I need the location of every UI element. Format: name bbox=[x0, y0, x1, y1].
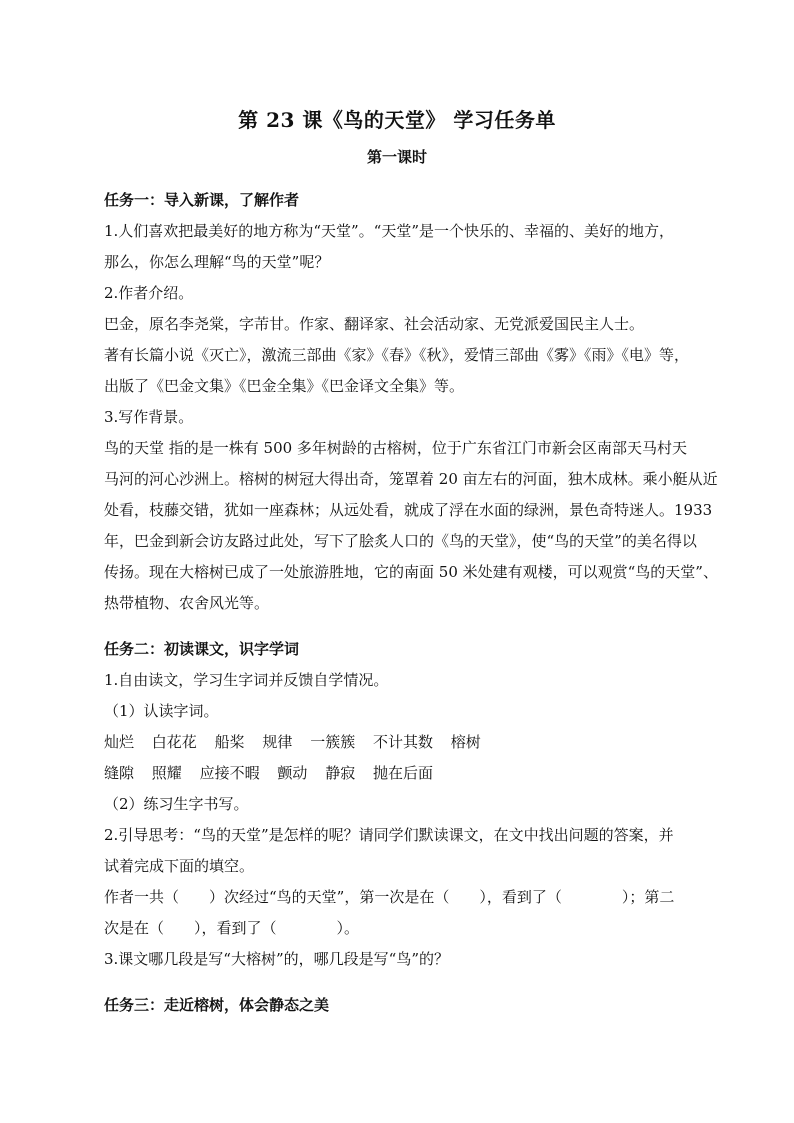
task1-works-line2: 出版了《巴金文集》《巴金全集》《巴金译文全集》等。 bbox=[104, 377, 465, 395]
task2-q2-line1: 2.引导思考：“鸟的天堂”是怎样的呢？请同学们默读课文，在文中找出问题的答案，并 bbox=[104, 826, 674, 844]
word-item: 应接不暇 bbox=[199, 764, 260, 782]
task2-heading: 任务二：初读课文，识字学词 bbox=[104, 640, 300, 658]
task1-bg-line4: 年，巴金到新会访友路过此处，写下了脍炙人口的《鸟的天堂》，使“鸟的天堂”的美名得以 bbox=[104, 532, 697, 550]
words-row-1 bbox=[104, 727, 736, 758]
words-row-2 bbox=[104, 758, 736, 789]
task1-heading: 任务一：导入新课，了解作者 bbox=[104, 191, 300, 209]
task1-author-line: 巴金，原名李尧棠，字芾甘。作家、翻译家、社会活动家、无党派爱国民主人士。 bbox=[104, 315, 645, 333]
page-title: 第 23 课《鸟的天堂》 学习任务单 bbox=[238, 108, 556, 132]
task1-q3: 3.写作背景。 bbox=[104, 408, 194, 426]
task1-q1-line2: 那么，你怎么理解“鸟的天堂”呢？ bbox=[104, 253, 330, 271]
word-item: 照耀 bbox=[151, 764, 182, 782]
word-item: 不计其数 bbox=[372, 733, 433, 751]
task1-bg-line3: 处看，枝藤交错，犹如一座森林；从远处看，就成了浮在水面的绿洲，景色奇特迷人。1933 bbox=[104, 501, 713, 519]
task3-heading: 任务三：走近榕树，体会静态之美 bbox=[104, 996, 330, 1014]
task1-q2: 2.作者介绍。 bbox=[104, 284, 194, 302]
task2-sub1: （1）认读字词。 bbox=[104, 702, 219, 720]
word-item: 榕树 bbox=[450, 733, 481, 751]
word-item: 灿烂 bbox=[104, 733, 135, 751]
task2-q3: 3.课文哪几段是写“大榕树”的，哪几段是写“鸟”的？ bbox=[104, 950, 449, 968]
word-item: 一簇簇 bbox=[310, 733, 356, 751]
task1-bg-line6: 热带植物、农舍风光等。 bbox=[104, 594, 270, 612]
word-item: 颤动 bbox=[277, 764, 308, 782]
word-item: 船桨 bbox=[214, 733, 245, 751]
task1-bg-line2: 马河的河心沙洲上。榕树的树冠大得出奇，笼罩着 20 亩左右的河面，独木成林。乘小艇从近 bbox=[104, 470, 718, 488]
task2-q2-line2: 试着完成下面的填空。 bbox=[104, 857, 255, 875]
task2-q1: 1.自由读文，学习生字词并反馈自学情况。 bbox=[104, 671, 389, 689]
page-subtitle: 第一课时 bbox=[366, 148, 427, 166]
word-item: 缝隙 bbox=[104, 764, 135, 782]
task1-bg-line1: 鸟的天堂 指的是一株有 500 多年树龄的古榕树，位于广东省江门市新会区南部天马村天 bbox=[104, 439, 687, 457]
task2-fill-line2: 次是在（ ），看到了（ ）。 bbox=[104, 919, 360, 937]
word-item: 静寂 bbox=[325, 764, 356, 782]
task1-bg-line5: 传扬。现在大榕树已成了一处旅游胜地，它的南面 50 米处建有观楼，可以观赏“鸟的天堂”、 bbox=[104, 563, 718, 581]
task1-works-line1: 著有长篇小说《灭亡》，激流三部曲《家》《春》《秋》，爱情三部曲《雾》《雨》《电》等， bbox=[104, 346, 690, 364]
word-item: 抛在后面 bbox=[372, 764, 433, 782]
task2-fill-line1: 作者一共（ ）次经过“鸟的天堂”，第一次是在（ ），看到了（ ）；第二 bbox=[104, 888, 675, 906]
task2-sub2: （2）练习生字书写。 bbox=[104, 795, 249, 813]
document-body bbox=[104, 185, 736, 1021]
word-item: 规律 bbox=[262, 733, 293, 751]
task1-q1-line1: 1.人们喜欢把最美好的地方称为“天堂”。“天堂”是一个快乐的、幸福的、美好的地方， bbox=[104, 222, 674, 240]
word-item: 白花花 bbox=[151, 733, 197, 751]
